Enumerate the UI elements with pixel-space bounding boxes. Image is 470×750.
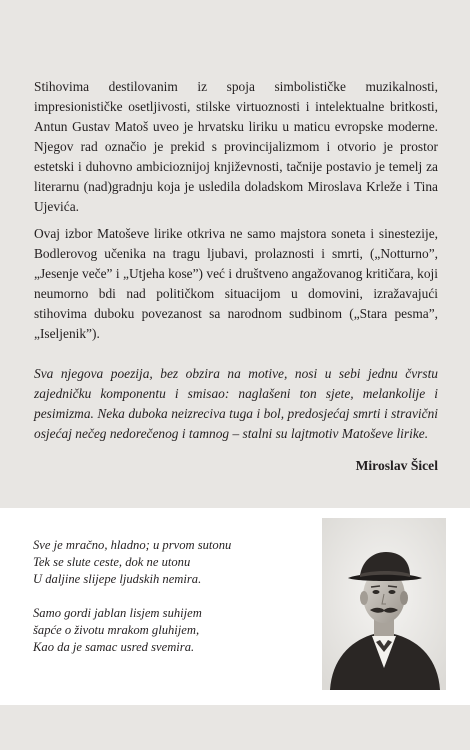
- bottom-band: [0, 705, 470, 750]
- quote-author: Miroslav Šicel: [355, 458, 438, 473]
- portrait-photo-icon: [322, 518, 446, 690]
- poem-line: Samo gordi jablan lisjem suhijem: [33, 606, 202, 620]
- quote-text: Sva njegova poezija, bez obzira na motive, nosi u sebi jednu čvrstu zajedničku komponentu i smisao: naglašeni ton sjete, melankolije i pesimizma. Neka duboka neizreciva tuga i bol, predosjećaj smrti i stravični osjećaj nečeg nedorečenog i tamnog – stalni su lajtmotiv Matoševe lirike.: [34, 366, 438, 441]
- intro-paragraph-1: Stihovima destilovanim iz spoja simbolističke muzikalnosti, impresionističke osetljivosti, stilske virtuoznosti i intelektualne britkosti, Antun Gustav Matoš uveo je hrvatsku liriku u maticu evropske moderne. Njegov rad označio je prekid s provincijalizmom i otvorio je prostor estetski i duhovno ambicioznijoj književnosti, tačnije postavio je temelj za literarnu (nad)gradnju koja je usledila doladskom Miroslava Krleže i Tina Ujevića.: [34, 79, 438, 214]
- poem-stanza-2: [33, 605, 303, 656]
- poem-line: Kao da je samac usred svemira.: [33, 640, 195, 654]
- critic-quote: [34, 364, 438, 444]
- poem-section: [0, 508, 470, 705]
- poem-line: šapće o životu mrakom gluhijem,: [33, 623, 200, 637]
- intro-paragraph-2: Ovaj izbor Matoševe lirike otkriva ne samo majstora soneta i sinestezije, Bodlerovog učenika na tragu ljubavi, prolaznosti i smrti, („Notturno”, „Jesenje veče” i „Utjeha kose”) već i društveno angažovanog kritičara, koji neumorno bdi nad političkom situacijom u domovini, izražavajući stihovima duboku povezanost sa narodnom sudbinom („Stara pesma”, „Iseljenik”).: [34, 226, 438, 341]
- intro-text: [34, 77, 438, 344]
- poem-excerpt: [33, 537, 303, 656]
- poem-line: Tek se slute ceste, dok ne utonu: [33, 555, 191, 569]
- poem-line: Sve je mračno, hladno; u prvom sutonu: [33, 538, 232, 552]
- author-portrait: [322, 518, 446, 690]
- poem-stanza-1: [33, 537, 303, 588]
- poem-line: U daljine slijepe ljudskih nemira.: [33, 572, 202, 586]
